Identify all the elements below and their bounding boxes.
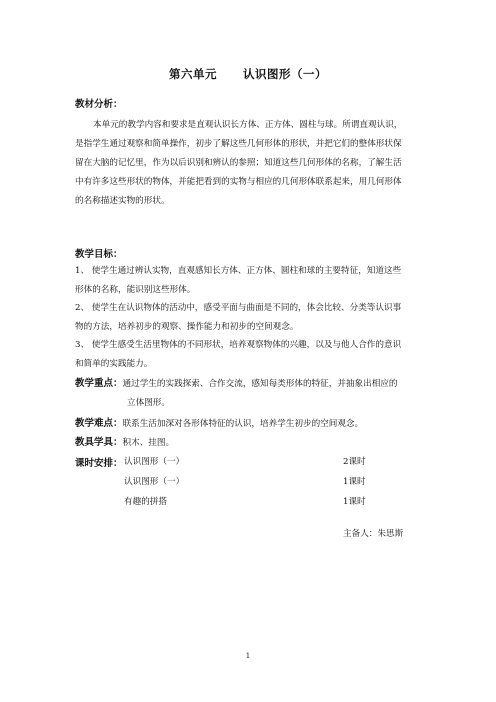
goal-line: 2、 使学生在认识物体的活动中，感受平面与曲面是不同的，体会比较、分类等认识事 <box>75 303 402 313</box>
schedule-hours: 1课时 <box>343 477 366 487</box>
goal-line: 3、 使学生感受生活里物体的不同形状，培养观察物体的兴趣，以及与他人合作的意识 <box>75 340 402 350</box>
tools-label: 教具学具： <box>75 437 123 448</box>
key-points <box>75 375 451 412</box>
analysis-line: 留在大脑的记忆里，作为以后识别和辨认的参照；知道这些几何形体的名称，了解生活 <box>75 158 402 168</box>
preparer: 主备人：朱思斯 <box>343 529 404 539</box>
analysis-line: 中有许多这些形状的物体，并能把看到的实物与相应的几何形体联系起来，用几何形体 <box>75 177 402 187</box>
key-points-text: 立体图形。 <box>127 397 170 408</box>
page-title <box>0 66 496 82</box>
goals-heading: 教学目标： <box>75 249 123 260</box>
unit-title: 认识图形（一） <box>243 67 327 81</box>
key-points-text: 通过学生的实践探索、合作交流，感知每类形体的特征，并抽象出相应的 <box>122 379 398 389</box>
difficulties-text: 联系生活加深对各形体特征的认识，培养学生初步的空间观念。 <box>122 419 364 429</box>
difficulties <box>75 415 451 434</box>
analysis-line: 是指学生通过观察和简单操作，初步了解这些几何形体的形状，并把它们的整体形状保 <box>75 139 402 149</box>
analysis-heading: 教材分析： <box>75 99 123 110</box>
analysis-paragraph <box>75 116 451 211</box>
tools-text: 积木、挂图。 <box>122 438 175 448</box>
key-points-label: 教学重点： <box>75 378 123 389</box>
analysis-line: 本单元的教学内容和要求是直观认识长方体、正方体、圆柱与球。所谓直观认识， <box>93 120 403 130</box>
goal-item <box>75 336 451 373</box>
goal-item <box>75 299 451 336</box>
schedule-label: 课时安排： <box>75 458 123 469</box>
page-number: 1 <box>245 652 251 660</box>
difficulties-label: 教学难点： <box>75 418 123 429</box>
goal-line: 和简单的实践能力。 <box>75 358 153 369</box>
goal-line: 1、 使学生通过辨认实物，直观感知长方体、正方体、圆柱和球的主要特征，知道这些 <box>75 266 402 276</box>
schedule-hours: 2课时 <box>343 457 366 467</box>
schedule-hours: 1课时 <box>343 497 366 507</box>
schedule-topic: 认识图形（一） <box>124 457 185 467</box>
schedule-topic: 认识图形（一） <box>124 477 185 487</box>
tools <box>75 434 451 453</box>
schedule-topic: 有趣的拼搭 <box>124 497 167 507</box>
analysis-line: 的名称描述实物的形状。 <box>75 196 170 206</box>
goal-line: 物的方法，培养初步的观察、操作能力和初步的空间观念。 <box>75 321 299 332</box>
unit-label: 第六单元 <box>169 67 217 81</box>
goal-item <box>75 262 451 299</box>
goal-line: 形体的名称，能识别这些形体。 <box>75 284 196 295</box>
